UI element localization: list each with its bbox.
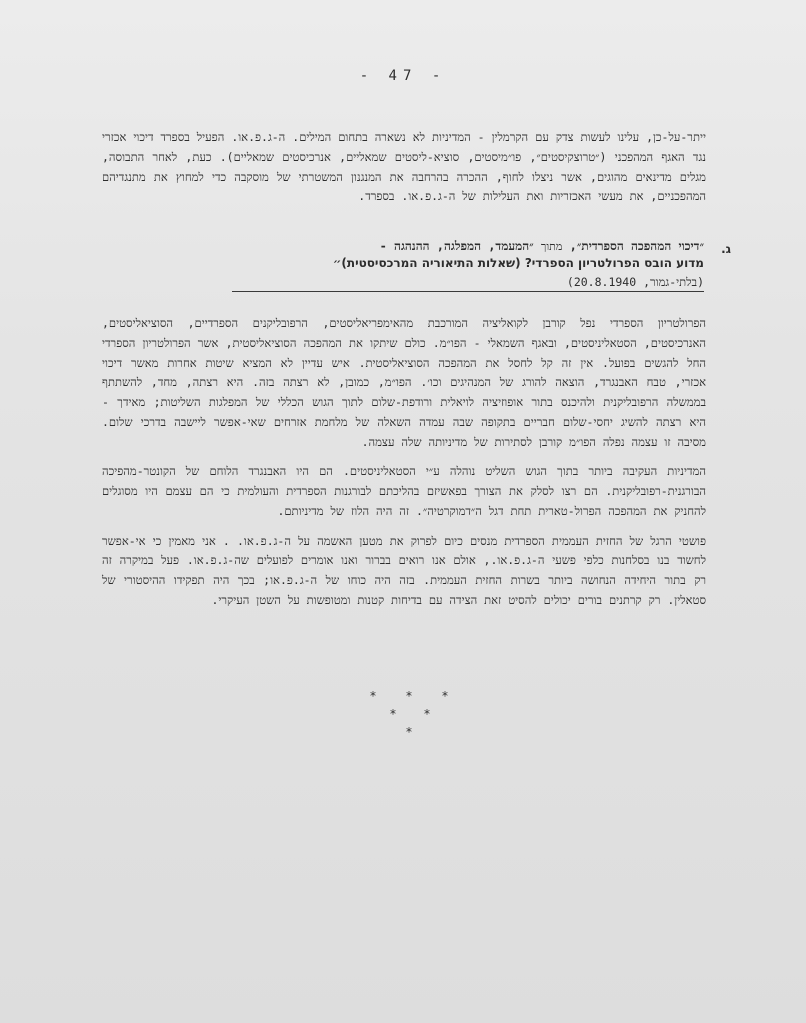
ornament-star: * [406,725,412,739]
ornament-star: * [406,689,412,703]
page-number: - 47 - [359,68,447,84]
ornament-star: * [424,707,430,721]
section-letter: ג. [721,242,731,256]
section-subtitle: מדוע הובס הפרולטריון הספרדי? (שאלות התיאוריה המרכסיסטית)״ [332,256,704,271]
intro-paragraph: ייתר-על-כן, עלינו לעשות צדק עם הקרמלין - המדיניות לא נשארה בתחום המילים. ה-ג.פ.או. הפעיל בספרד דיכוי אכזרי נגד האגף המהפכני (״טרוצקיסטים״, פו״מיסטים, סוציא-ליסטים שמאליים, אנרכיסטים שמאליים). כעת, לאחר התבוסה, מגלים מדינאים מהוגים, אשר ניצלו לחוף, ההכרה בהרחבה את המנגנון המשטרתי של מוסקבה כדי למחוץ את מתנגדיהם המהפכניים, את מעשי האכזריות ואת העלילות של ה-ג.פ.או. בספרד. [102,130,706,204]
section-title-line [102,238,704,255]
body-paragraph-2: המדיניות העקיבה ביותר בתוך הגוש השליט נוהלה ע״י הסטאליניסטים. הם היו האבנגרד הלוחם של הקונטר-מהפיכה הבורגנית-רפובליקנית. הם רצו לסלק את הצורך בפאשיזם בהליכתם לבורגנות הספרדית והעולמית כי הם עצמם היו מסוגלים להחניק את המהפכה הפרול-טארית תחת דגל ה״דמוקרטיה״. זה היה הלוז של מדיניותם. [102,464,706,518]
asterism-ornament [366,689,460,745]
ornament-star: * [442,689,448,703]
section-title-part1: ״דיכוי המהפכה הספרדית״, [569,239,704,253]
ornament-star: * [390,707,396,721]
body-paragraph-3: פושטי הרגל של החזית העממית הספרדית מנסים כיום לפרוק את מטען האשמה על ה-ג.פ.או. . אני מאמין כי אי-אפשר לחשוד בנו בסלחנות כלפי פשעי ה-ג.פ.או., אולם אנו רואים בברור ואנו אומרים לפועלים שה-ג.פ.או. פעל במיקרה זה רק בתור היחידה הנחושה ביותר בשרות החזית העממית. בזה היה כוחו של ה-ג.פ.או; בכך היה תפקידו ההיסטורי של סטאלין. רק קרתנים בורים יכולים להסיט זאת הצידה עם בדיחות קטנות ומטופשות על השטן העיקרי. [102,533,706,607]
body-text [102,314,706,621]
ornament-star: * [370,689,376,703]
section-heading [102,238,731,292]
section-title-part2: ״המעמד, המפלגה, ההנהגה - [379,239,534,253]
section-title-from: מתוך [540,240,563,253]
section-date-note: (בלתי-גמור, 20.8.1940) [232,275,704,292]
body-paragraph-1: הפרולטריון הספרדי נפל קורבן לקואליציה המורכבת מהאימפריאליסטים, הרפובליקנים הספרדיים, הסוציאליסטים, האנרכיסטים, הסטאליניסטים, ובאגף השמאלי - הפו״מ. כולם שיתקו את המהפכה הסוציאליסטית, אשר הפרולטריון הספרדי החל להגשים בפועל. אין זה קל לחסל את המהפכה הסוציאליסטית. איש עדיין לא המציא שיטות אחרות מאשר דיכוי אכזרי, טבח האבנגרד, הוצאה להורג של המנהיגים וכו׳. הפו״מ, כמובן, לא רצתה בזה. היא רצתה, מחד, להשתתף בממשלה הרפובליקנית ולהיכנס בתור אופוזיציה לויאלית ורודפת-שלום לתוך הגוש הכללי של המפלגות השליטות; מאידך - היא רצתה להשיג יחסי-שלום חבריים בתקופה שבה עמדה השאלה של מלחמת אזרחים שאי-אפשר ליישבה בדרכי שלום. מסיבה זו עצמה נפלה הפו״מ קורבן לסתירות של מדיניותה שלה עצמה. [102,316,706,449]
